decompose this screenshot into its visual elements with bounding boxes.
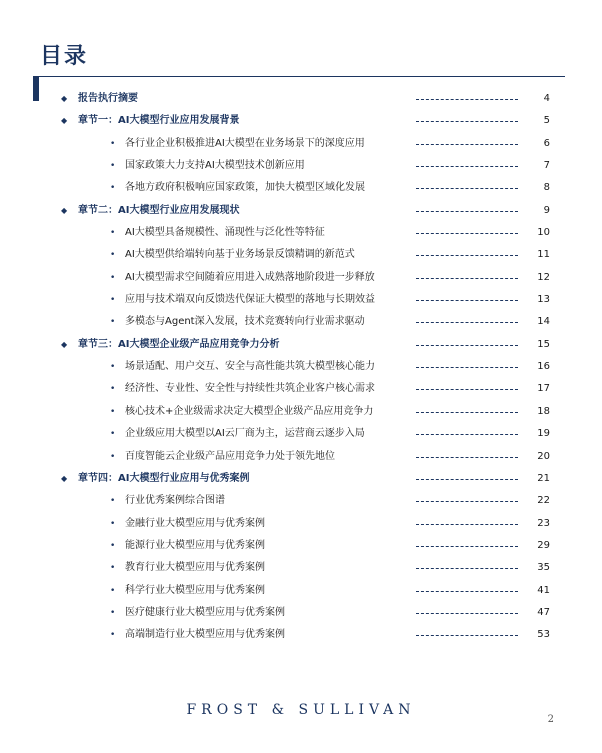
toc-page-number: 12 (537, 271, 550, 283)
dot-bullet-icon: • (110, 406, 116, 417)
diamond-bullet-icon: ◆ (61, 205, 68, 215)
toc-entry-label[interactable]: 国家政策大力支持AI大模型技术创新应用 (125, 160, 305, 172)
dot-bullet-icon: • (110, 250, 116, 261)
toc-page-number: 6 (543, 137, 550, 149)
toc-entry-label[interactable]: 教育行业大模型应用与优秀案例 (125, 562, 265, 574)
toc-section-row[interactable] (0, 624, 602, 646)
toc-leader-line (416, 412, 518, 413)
dot-bullet-icon: • (110, 563, 116, 574)
toc-section-row[interactable] (0, 155, 602, 177)
dot-bullet-icon: • (110, 540, 116, 551)
toc-entry-label[interactable]: AI大模型供给端转向基于业务场景反馈精调的新范式 (125, 249, 355, 261)
toc-leader-line (416, 591, 518, 592)
toc-leader-line (416, 278, 518, 279)
toc-section-row[interactable] (0, 580, 602, 602)
toc-section-row[interactable] (0, 401, 602, 423)
toc-entry-label[interactable]: 高端制造行业大模型应用与优秀案例 (125, 629, 285, 641)
toc-section-row[interactable] (0, 535, 602, 557)
toc-page-number: 4 (543, 93, 550, 104)
diamond-bullet-icon: ◆ (61, 94, 68, 103)
toc-leader-line (416, 389, 518, 390)
toc-leader-line (416, 457, 518, 458)
toc-chapter-row[interactable] (0, 468, 602, 490)
toc-entry-label[interactable]: 场景适配、用户交互、安全与高性能共筑大模型核心能力 (125, 361, 375, 373)
diamond-bullet-icon: ◆ (61, 339, 68, 349)
toc-section-row[interactable] (0, 513, 602, 535)
dot-bullet-icon: • (110, 496, 116, 507)
toc-section-row[interactable] (0, 423, 602, 445)
toc-page-number: 7 (543, 160, 550, 172)
toc-page-number: 23 (537, 517, 550, 529)
frost-sullivan-logo: FROST & SULLIVAN (186, 702, 416, 718)
toc-page-number: 17 (537, 383, 550, 395)
toc-page-number: 8 (543, 182, 550, 194)
toc-section-row[interactable] (0, 602, 602, 624)
toc-page-number: 10 (537, 227, 550, 239)
dot-bullet-icon: • (110, 607, 116, 618)
toc-leader-line (416, 367, 518, 368)
toc-leader-line (416, 546, 518, 547)
page-title: 目录 (40, 44, 89, 69)
dot-bullet-icon: • (110, 585, 116, 596)
toc-leader-line (416, 501, 518, 502)
toc-entry-label[interactable]: 章节一：AI大模型行业应用发展背景 (78, 115, 240, 127)
toc-entry-label[interactable]: 多模态与Agent深入发展，技术竞赛转向行业需求驱动 (125, 316, 365, 328)
toc-leader-line (416, 121, 518, 122)
toc-page-number: 22 (537, 495, 550, 507)
toc-entry-label[interactable]: 能源行业大模型应用与优秀案例 (125, 539, 265, 551)
toc-section-row[interactable] (0, 267, 602, 289)
toc-chapter-row[interactable] (0, 200, 602, 222)
toc-chapter-row[interactable] (0, 88, 602, 110)
diamond-bullet-icon: ◆ (61, 473, 68, 483)
dot-bullet-icon: • (110, 630, 116, 641)
dot-bullet-icon: • (110, 161, 116, 172)
toc-page-number: 35 (537, 562, 550, 574)
toc-leader-line (416, 524, 518, 525)
dot-bullet-icon: • (110, 451, 116, 462)
toc-section-row[interactable] (0, 490, 602, 512)
toc-leader-line (416, 188, 518, 189)
toc-leader-line (416, 479, 518, 480)
dot-bullet-icon: • (110, 518, 116, 529)
toc-page-number: 9 (543, 204, 550, 216)
toc-page-number: 19 (537, 428, 550, 440)
toc-page-number: 47 (537, 606, 550, 618)
toc-leader-line (416, 434, 518, 435)
toc-page-number: 41 (537, 584, 550, 596)
dot-bullet-icon: • (110, 272, 116, 283)
toc-section-row[interactable] (0, 446, 602, 468)
toc-leader-line (416, 613, 518, 614)
toc-page-number: 14 (537, 316, 550, 328)
toc-entry-label[interactable]: 企业级应用大模型以AI云厂商为主，运营商云逐步入局 (125, 428, 365, 440)
toc-entry-label[interactable]: AI大模型需求空间随着应用进入成熟落地阶段进一步释放 (125, 271, 375, 283)
toc-section-row[interactable] (0, 557, 602, 579)
toc-section-row[interactable] (0, 133, 602, 155)
toc-section-row[interactable] (0, 244, 602, 266)
toc-leader-line (416, 322, 518, 323)
toc-entry-label[interactable]: 核心技术+企业级需求决定大模型企业级产品应用竞争力 (125, 405, 374, 417)
table-of-contents (0, 88, 602, 647)
toc-chapter-row[interactable] (0, 334, 602, 356)
toc-section-row[interactable] (0, 311, 602, 333)
toc-leader-line (416, 568, 518, 569)
toc-entry-label[interactable]: AI大模型具备规模性、涌现性与泛化性等特征 (125, 227, 325, 239)
toc-section-row[interactable] (0, 177, 602, 199)
toc-entry-label[interactable]: 章节四：AI大模型行业应用与优秀案例 (78, 472, 250, 484)
dot-bullet-icon: • (110, 138, 116, 149)
toc-entry-label[interactable]: 章节三：AI大模型企业级产品应用竞争力分析 (78, 338, 280, 350)
toc-page-number: 21 (537, 472, 550, 484)
toc-leader-line (416, 345, 518, 346)
toc-page-number: 53 (537, 629, 550, 641)
title-divider (33, 76, 565, 77)
toc-entry-label[interactable]: 金融行业大模型应用与优秀案例 (125, 517, 265, 529)
page-number: 2 (547, 714, 554, 725)
dot-bullet-icon: • (110, 362, 116, 373)
toc-leader-line (416, 635, 518, 636)
toc-entry-label[interactable]: 各地方政府积极响应国家政策，加快大模型区域化发展 (125, 182, 365, 194)
toc-entry-label[interactable]: 百度智能云企业级产品应用竞争力处于领先地位 (125, 450, 335, 462)
toc-page-number: 11 (537, 249, 550, 261)
toc-page-number: 18 (537, 405, 550, 417)
toc-entry-label[interactable]: 各行业企业积极推进AI大模型在业务场景下的深度应用 (125, 137, 365, 149)
toc-section-row[interactable] (0, 289, 602, 311)
toc-leader-line (416, 233, 518, 234)
toc-leader-line (416, 166, 518, 167)
toc-section-row[interactable] (0, 222, 602, 244)
toc-leader-line (416, 300, 518, 301)
toc-entry-label[interactable]: 报告执行摘要 (78, 93, 138, 104)
toc-entry-label[interactable]: 行业优秀案例综合图谱 (125, 495, 225, 507)
toc-page-number: 16 (537, 361, 550, 373)
toc-leader-line (416, 144, 518, 145)
diamond-bullet-icon: ◆ (61, 116, 68, 126)
toc-leader-line (416, 255, 518, 256)
toc-entry-label[interactable]: 科学行业大模型应用与优秀案例 (125, 584, 265, 596)
toc-page-number: 15 (537, 338, 550, 350)
toc-page-number: 29 (537, 539, 550, 551)
toc-section-row[interactable] (0, 356, 602, 378)
dot-bullet-icon: • (110, 228, 116, 239)
toc-section-row[interactable] (0, 378, 602, 400)
toc-entry-label[interactable]: 章节二：AI大模型行业应用发展现状 (78, 204, 240, 216)
toc-page-number: 13 (537, 294, 550, 306)
dot-bullet-icon: • (110, 429, 116, 440)
dot-bullet-icon: • (110, 183, 116, 194)
dot-bullet-icon: • (110, 317, 116, 328)
toc-leader-line (416, 211, 518, 212)
toc-entry-label[interactable]: 应用与技术端双向反馈迭代保证大模型的落地与长期效益 (125, 294, 375, 306)
toc-chapter-row[interactable] (0, 110, 602, 132)
toc-entry-label[interactable]: 经济性、专业性、安全性与持续性共筑企业客户核心需求 (125, 383, 375, 395)
toc-page-number: 5 (543, 115, 550, 127)
toc-page-number: 20 (537, 450, 550, 462)
toc-leader-line (416, 99, 518, 100)
dot-bullet-icon: • (110, 295, 116, 306)
toc-entry-label[interactable]: 医疗健康行业大模型应用与优秀案例 (125, 606, 285, 618)
dot-bullet-icon: • (110, 384, 116, 395)
